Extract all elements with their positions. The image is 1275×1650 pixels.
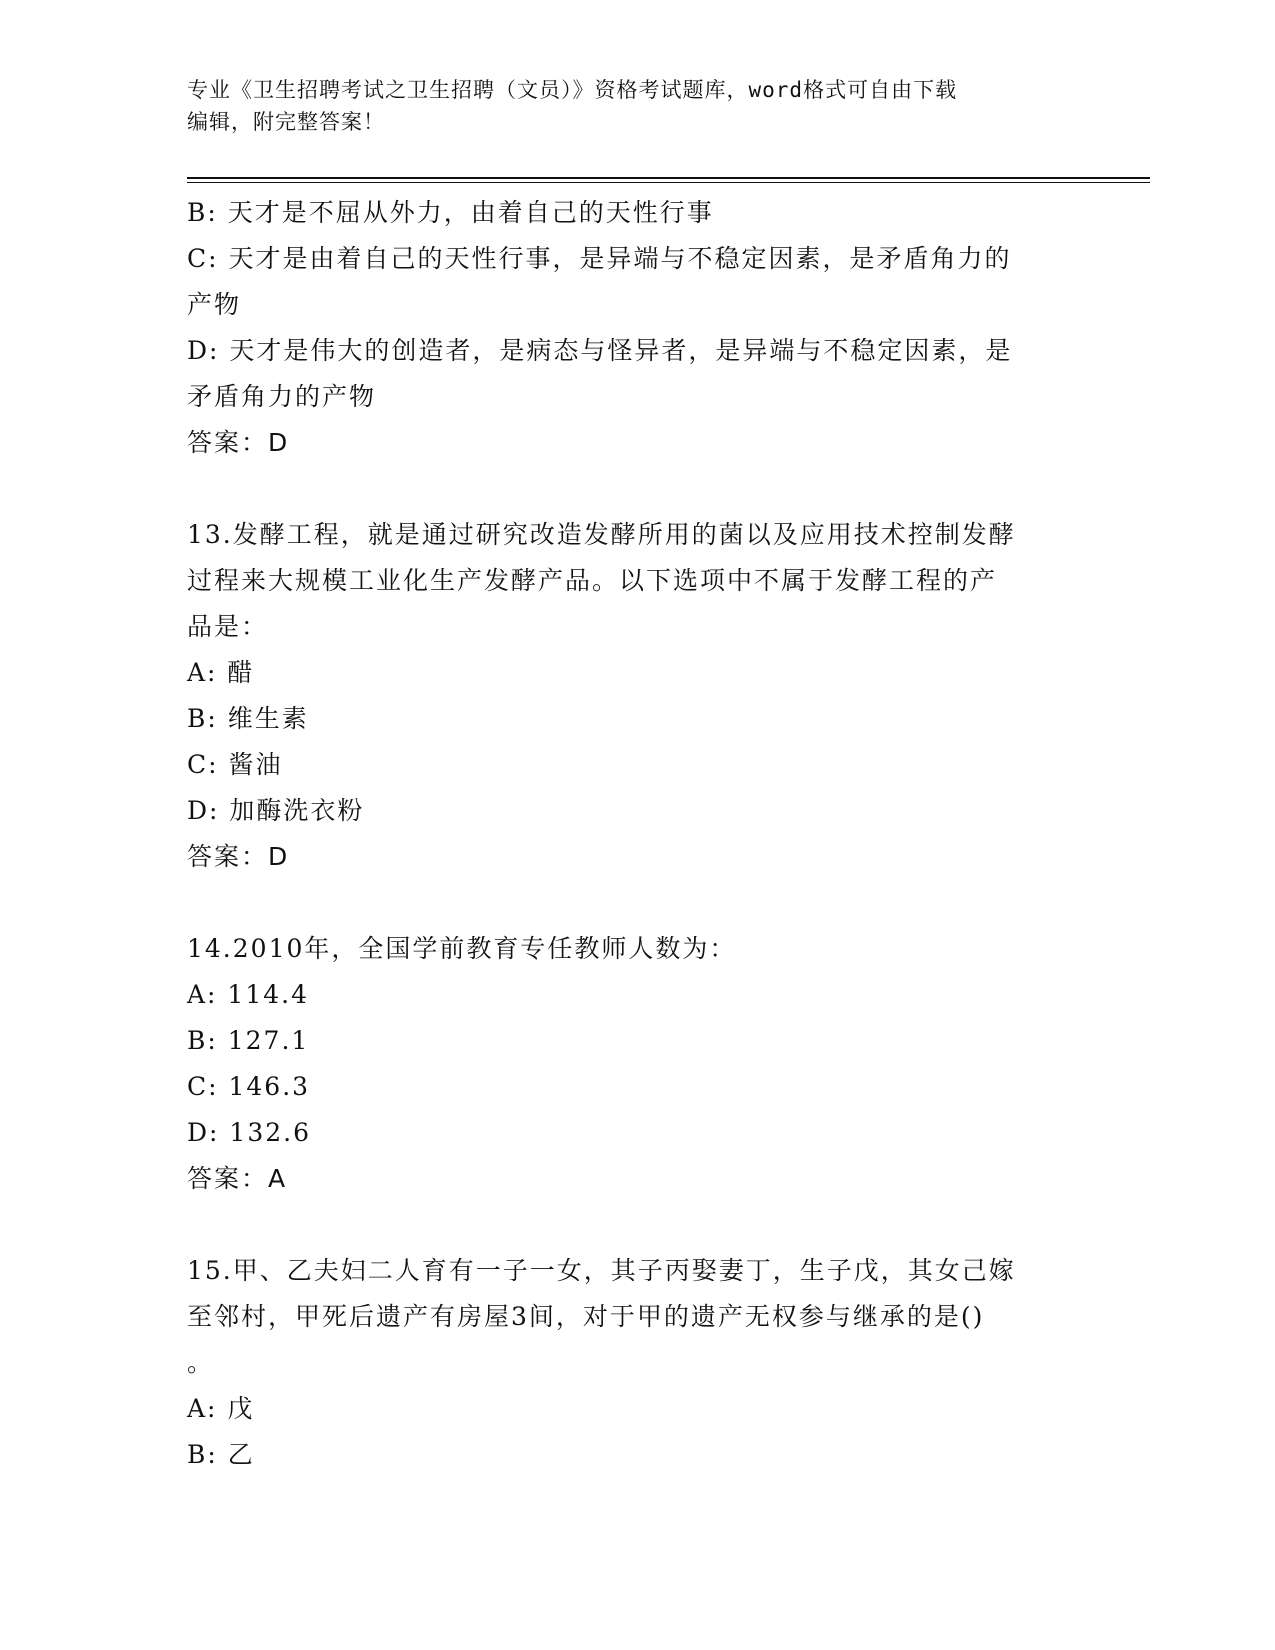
option-b: B: 维生素 (187, 704, 309, 733)
option-d: D: 132.6 (187, 1118, 311, 1147)
header-divider-thick (187, 177, 1150, 179)
question-stem-line-1: 13.发酵工程，就是通过研究改造发酵所用的菌以及应用技术控制发酵 (187, 520, 1016, 549)
option-d-line-1: D: 天才是伟大的创造者，是病态与怪异者，是异端与不稳定因素，是 (187, 336, 1013, 365)
question-stem-line-2: 过程来大规模工业化生产发酵产品。以下选项中不属于发酵工程的产 (187, 566, 998, 595)
option-c-line-1: C: 天才是由着自己的天性行事，是异端与不稳定因素，是矛盾角力的 (187, 244, 1012, 273)
question-12-block (187, 190, 1077, 466)
answer-text: 答案：A (187, 1164, 288, 1193)
header-line-2: 编辑，附完整答案！ (187, 110, 385, 134)
option-a: A: 114.4 (187, 980, 309, 1009)
question-14-block (187, 926, 1077, 1202)
option-a: A: 醋 (187, 658, 255, 687)
answer-text: 答案：D (187, 842, 290, 871)
answer-text: 答案：D (187, 428, 290, 457)
header-divider-thin (187, 182, 1150, 183)
option-b: B: 天才是不屈从外力，由着自己的天性行事 (187, 198, 714, 227)
header-line-1: 专业《卫生招聘考试之卫生招聘（文员）》资格考试题库，word格式可自由下载 (187, 78, 958, 102)
question-stem-line-3: 品是： (187, 612, 269, 641)
question-stem: 14.2010年，全国学前教育专任教师人数为： (187, 934, 737, 963)
option-c: C: 酱油 (187, 750, 283, 779)
option-c: C: 146.3 (187, 1072, 311, 1101)
option-d-line-2: 矛盾角力的产物 (187, 382, 377, 411)
question-stem-line-3: 。 (187, 1348, 215, 1377)
question-13-block (187, 512, 1077, 880)
document-header (187, 74, 1067, 138)
option-d: D: 加酶洗衣粉 (187, 796, 365, 825)
option-b: B: 乙 (187, 1440, 255, 1469)
option-b: B: 127.1 (187, 1026, 310, 1055)
question-stem-line-2: 至邻村，甲死后遗产有房屋3间，对于甲的遗产无权参与继承的是() (187, 1302, 985, 1331)
question-15-block (187, 1248, 1077, 1478)
question-stem-line-1: 15.甲、乙夫妇二人育有一子一女，其子丙娶妻丁，生子戊，其女己嫁 (187, 1256, 1016, 1285)
option-c-line-2: 产物 (187, 290, 242, 319)
question-content (187, 190, 1077, 1478)
option-a: A: 戊 (187, 1394, 255, 1423)
